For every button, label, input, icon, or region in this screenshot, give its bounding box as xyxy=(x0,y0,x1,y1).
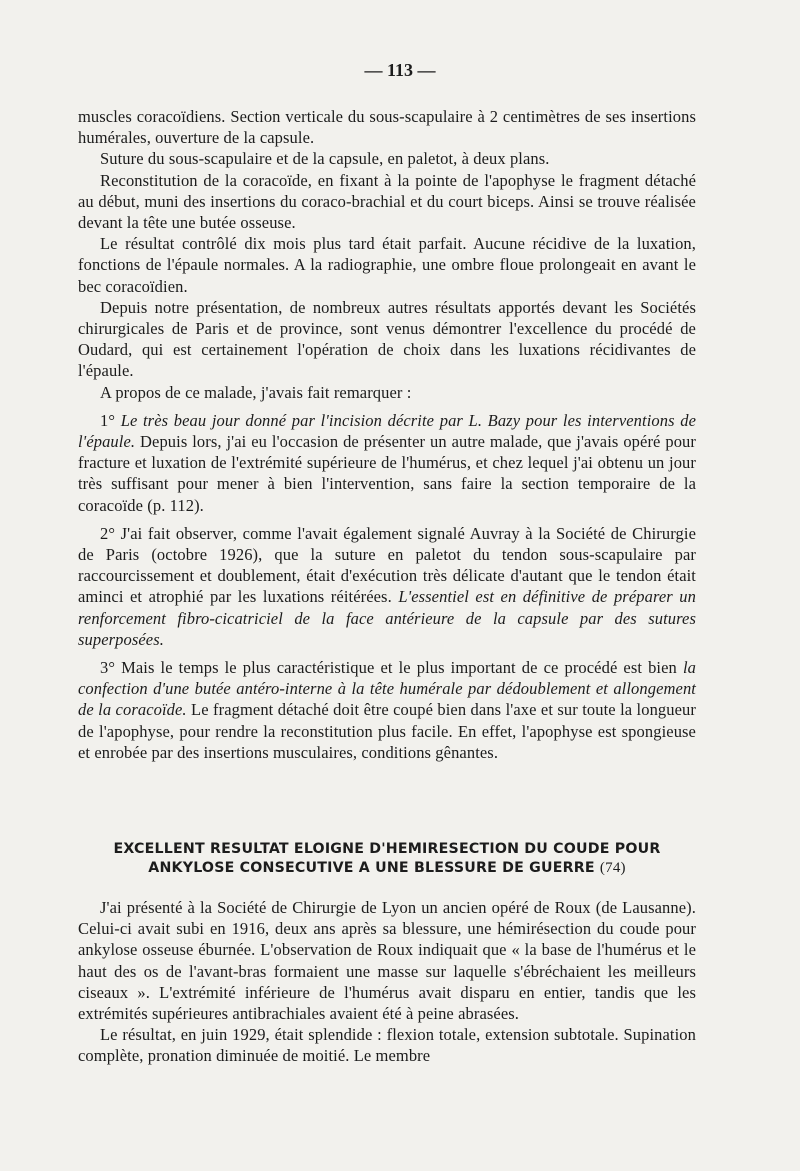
paragraph-text: Le fragment détaché doit être coupé bien dans l'axe et sur toute la longueur de l'apophyse, pour rendre la reconstitution plus facile. En effet, l'apophyse est spongieuse et enrobée par des insertions musculaires, conditions gênantes. xyxy=(78,700,696,762)
paragraph-item-3 xyxy=(78,657,696,763)
paragraph: Le résultat, en juin 1929, était splendide : flexion totale, extension subtotale. Supination complète, pronation diminuée de moitié. Le membre xyxy=(78,1025,696,1066)
paragraph-item-2 xyxy=(78,523,696,650)
italic-text: Le très beau jour donné par l'incision décrite par L. Bazy pour les interventions de l'épaule. xyxy=(78,410,696,452)
paragraph-text: 2° J'ai fait observer, comme l'avait également signalé Auvray à la Société de Chirurgie de Paris (octobre 1926), que la suture en paletot du tendon sous-scapulaire par raccourcissement et doublement, était d'exécution très délicate d'autant que le tendon était aminci et atrophié par les luxations réitérées. xyxy=(78,523,696,607)
paragraph: Depuis notre présentation, de nombreux autres résultats apportés devant les Sociétés chirurgicales de Paris et de province, sont venus démontrer l'excellence du procédé de Oudard, qui est certainement l'opération de choix dans les luxations récidivantes de l'épaule. xyxy=(78,297,696,381)
paragraph-item-1 xyxy=(78,410,696,516)
reference-number: (74) xyxy=(599,860,626,876)
body-text-bottom xyxy=(78,897,696,1067)
paragraph: muscles coracoïdiens. Section verticale du sous-scapulaire à 2 centimètres de ses insertions humérales, ouverture de la capsule. xyxy=(78,107,696,148)
paragraph: Le résultat contrôlé dix mois plus tard était parfait. Aucune récidive de la luxation, fonctions de l'épaule normales. A la radiographie, une ombre floue prolongeait en avant le bec coracoïdien. xyxy=(78,234,696,296)
heading-line-2-text: ANKYLOSE CONSECUTIVE A UNE BLESSURE DE GUERRE xyxy=(148,860,595,876)
paragraph-text: Depuis lors, j'ai eu l'occasion de présenter un autre malade, que j'avais opéré pour fracture et luxation de l'extrémité supérieure de l'humérus, et chez lequel j'ai obtenu un jour très suffisant pour mener à bien l'intervention, sans faire la section temporaire de la coracoïde (p. 112). xyxy=(78,432,696,515)
paragraph-text: 3° Mais le temps le plus caractéristique et le plus important de ce procédé est bien xyxy=(100,658,677,678)
item-number: 1° xyxy=(100,410,116,430)
paragraph: J'ai présenté à la Société de Chirurgie de Lyon un ancien opéré de Roux (de Lausanne). Celui-ci avait subi en 1916, deux ans après sa blessure, une hémirésection du coude pour ankylose osseuse éburnée. L'observation de Roux indiquait que « la base de l'humérus et le haut des os de l'avant-bras formaient une masse sur laquelle s'ébréchaient les meilleurs ciseaux ». L'extrémité inférieure de l'humérus avait disparu en entier, tandis que les extrémités supérieures antibrachiales avaient été à peine abrasées. xyxy=(78,898,696,1024)
page-number: — 113 — xyxy=(364,60,436,80)
section-heading xyxy=(78,840,696,878)
paragraph: Reconstitution de la coracoïde, en fixant à la pointe de l'apophyse le fragment détaché au début, muni des insertions du coraco-brachial et du court biceps. Ainsi se trouve réalisée devant la tête une butée osseuse. xyxy=(78,170,696,233)
italic-text: la confection d'une butée antéro-interne à la tête humérale par dédoublement et allongement de la coracoïde. xyxy=(78,658,696,720)
heading-line-1: EXCELLENT RESULTAT ELOIGNE D'HEMIRESECTION DU COUDE POUR xyxy=(113,841,661,857)
italic-text: L'essentiel est en définitive de préparer un renforcement fibro-cicatriciel de la face antérieure de la capsule par des sutures superposées. xyxy=(78,587,696,649)
heading-line-2 xyxy=(78,859,696,878)
paragraph: A propos de ce malade, j'avais fait remarquer : xyxy=(100,382,412,402)
body-text-top xyxy=(78,106,696,763)
paragraph: Suture du sous-scapulaire et de la capsule, en paletot, à deux plans. xyxy=(100,149,550,169)
